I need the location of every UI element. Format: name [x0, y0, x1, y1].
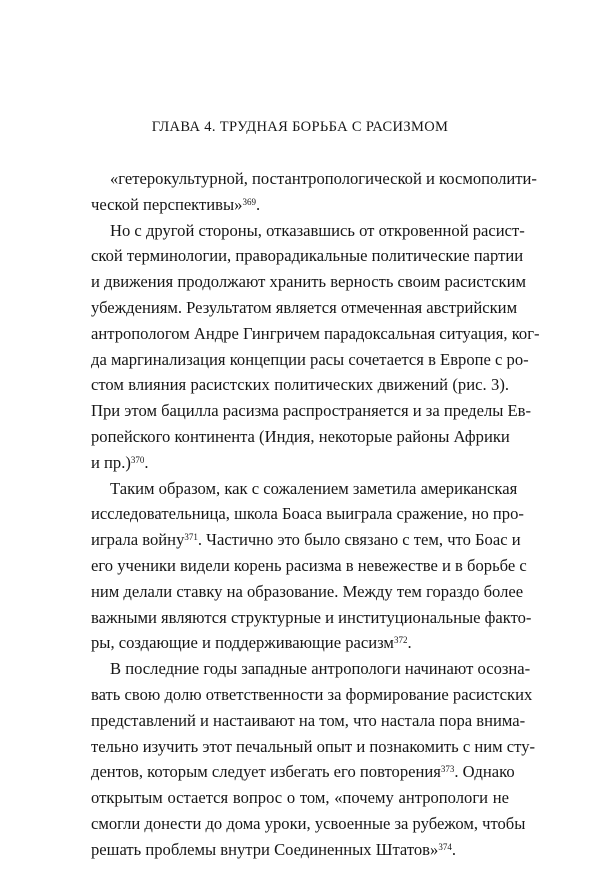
paragraph: [91, 218, 540, 476]
text-line: [91, 708, 526, 734]
line-text-tail: .: [451, 839, 456, 859]
paragraph: [91, 166, 537, 218]
line-text-tail: . Частично это было связано с тем, что Боас и: [197, 530, 521, 550]
footnote-ref: 372: [393, 635, 408, 646]
text-line: [91, 450, 509, 476]
text-line: [91, 192, 509, 218]
footnote-ref: 371: [184, 532, 198, 543]
text-line: [91, 476, 518, 502]
footnote-ref: 374: [438, 841, 452, 852]
body-text: [91, 166, 540, 863]
line-text-tail: .: [144, 452, 149, 472]
line-text-tail: .: [255, 194, 261, 214]
line-text: исследовательница, школа Боаса выиграла сражение, но про-: [91, 504, 524, 524]
line-text: решать проблемы внутри Соединенных Штатов»: [91, 839, 439, 859]
line-text: ческой перспективы»: [91, 194, 243, 214]
line-text: «гетерокультурной, постантропологической и космополити-: [110, 169, 537, 188]
text-line: [91, 321, 540, 347]
line-text: При этом бацилла расизма распространяется и за пределы Ев-: [91, 401, 532, 421]
line-text: его ученики видели корень расизма в невежестве и в борьбе с: [91, 555, 527, 575]
text-line: [91, 372, 509, 398]
line-text: стом влияния расистских политических движений (рис. 3).: [91, 375, 509, 395]
line-text: ской терминологии, праворадикальные политические партии: [91, 246, 524, 266]
text-line: [91, 759, 515, 785]
footnote-ref: 373: [440, 764, 455, 775]
line-text: антропологом Андре Гингричем парадоксальная ситуация, ког-: [91, 323, 540, 343]
line-text: Но с другой стороны, отказавшись от откровенной расист-: [110, 220, 525, 240]
paragraph: [91, 656, 536, 862]
line-text: открытым остается вопрос о том, «почему антропологи не: [91, 788, 509, 808]
text-line: [91, 269, 527, 295]
line-text-tail: .: [407, 633, 412, 653]
line-text: да маргинализация концепции расы сочетается в Европе с ро-: [91, 349, 529, 369]
text-line: [91, 734, 536, 760]
line-text: В последние годы западные антропологи начинают осозна-: [110, 659, 531, 679]
text-line: [91, 579, 524, 605]
text-line: [91, 605, 532, 631]
text-line: [91, 785, 509, 811]
line-text: дентов, которым следует избегать его повторения: [91, 762, 441, 782]
text-line: [91, 630, 509, 656]
text-line: [91, 347, 529, 373]
line-text: играла войну: [91, 530, 185, 550]
line-text: важными являются структурные и институциональные факто-: [91, 607, 532, 627]
line-text: ним делали ставку на образование. Между тем гораздо более: [91, 581, 524, 601]
line-text: тельно изучить этот печальный опыт и познакомить с ним сту-: [91, 736, 536, 756]
text-line: [91, 424, 509, 450]
line-text: представлений и настаивают на том, что настала пора внима-: [91, 710, 526, 730]
running-header: ГЛАВА 4. ТРУДНАЯ БОРЬБА С РАСИЗМОМ: [151, 119, 449, 135]
text-line: [91, 166, 537, 192]
line-text: Таким образом, как с сожалением заметила американская: [110, 478, 518, 498]
text-line: [91, 501, 524, 527]
paragraph: [91, 476, 532, 657]
line-text: вать свою долю ответственности за формирование расистских: [91, 684, 533, 704]
line-text: убеждениям. Результатом является отмеченная австрийским: [91, 297, 518, 317]
text-line: [91, 295, 518, 321]
text-line: [91, 398, 532, 424]
text-line: [91, 837, 509, 863]
line-text: и пр.): [91, 452, 131, 472]
text-line: [91, 243, 524, 269]
line-text-tail: . Однако: [454, 762, 515, 782]
text-line: [91, 527, 521, 553]
text-line: [91, 553, 527, 579]
text-line: [91, 682, 533, 708]
footnote-ref: 369: [242, 196, 256, 207]
text-line: [91, 656, 531, 682]
footnote-ref: 370: [130, 454, 145, 465]
text-line: [91, 218, 525, 244]
line-text: смогли донести до дома уроки, усвоенные за рубежом, чтобы: [91, 813, 526, 833]
line-text: ропейского континента (Индия, некоторые районы Африки: [91, 426, 510, 446]
line-text: и движения продолжают хранить верность своим расистским: [91, 272, 527, 292]
text-line: [91, 811, 526, 837]
line-text: ры, создающие и поддерживающие расизм: [91, 633, 394, 653]
